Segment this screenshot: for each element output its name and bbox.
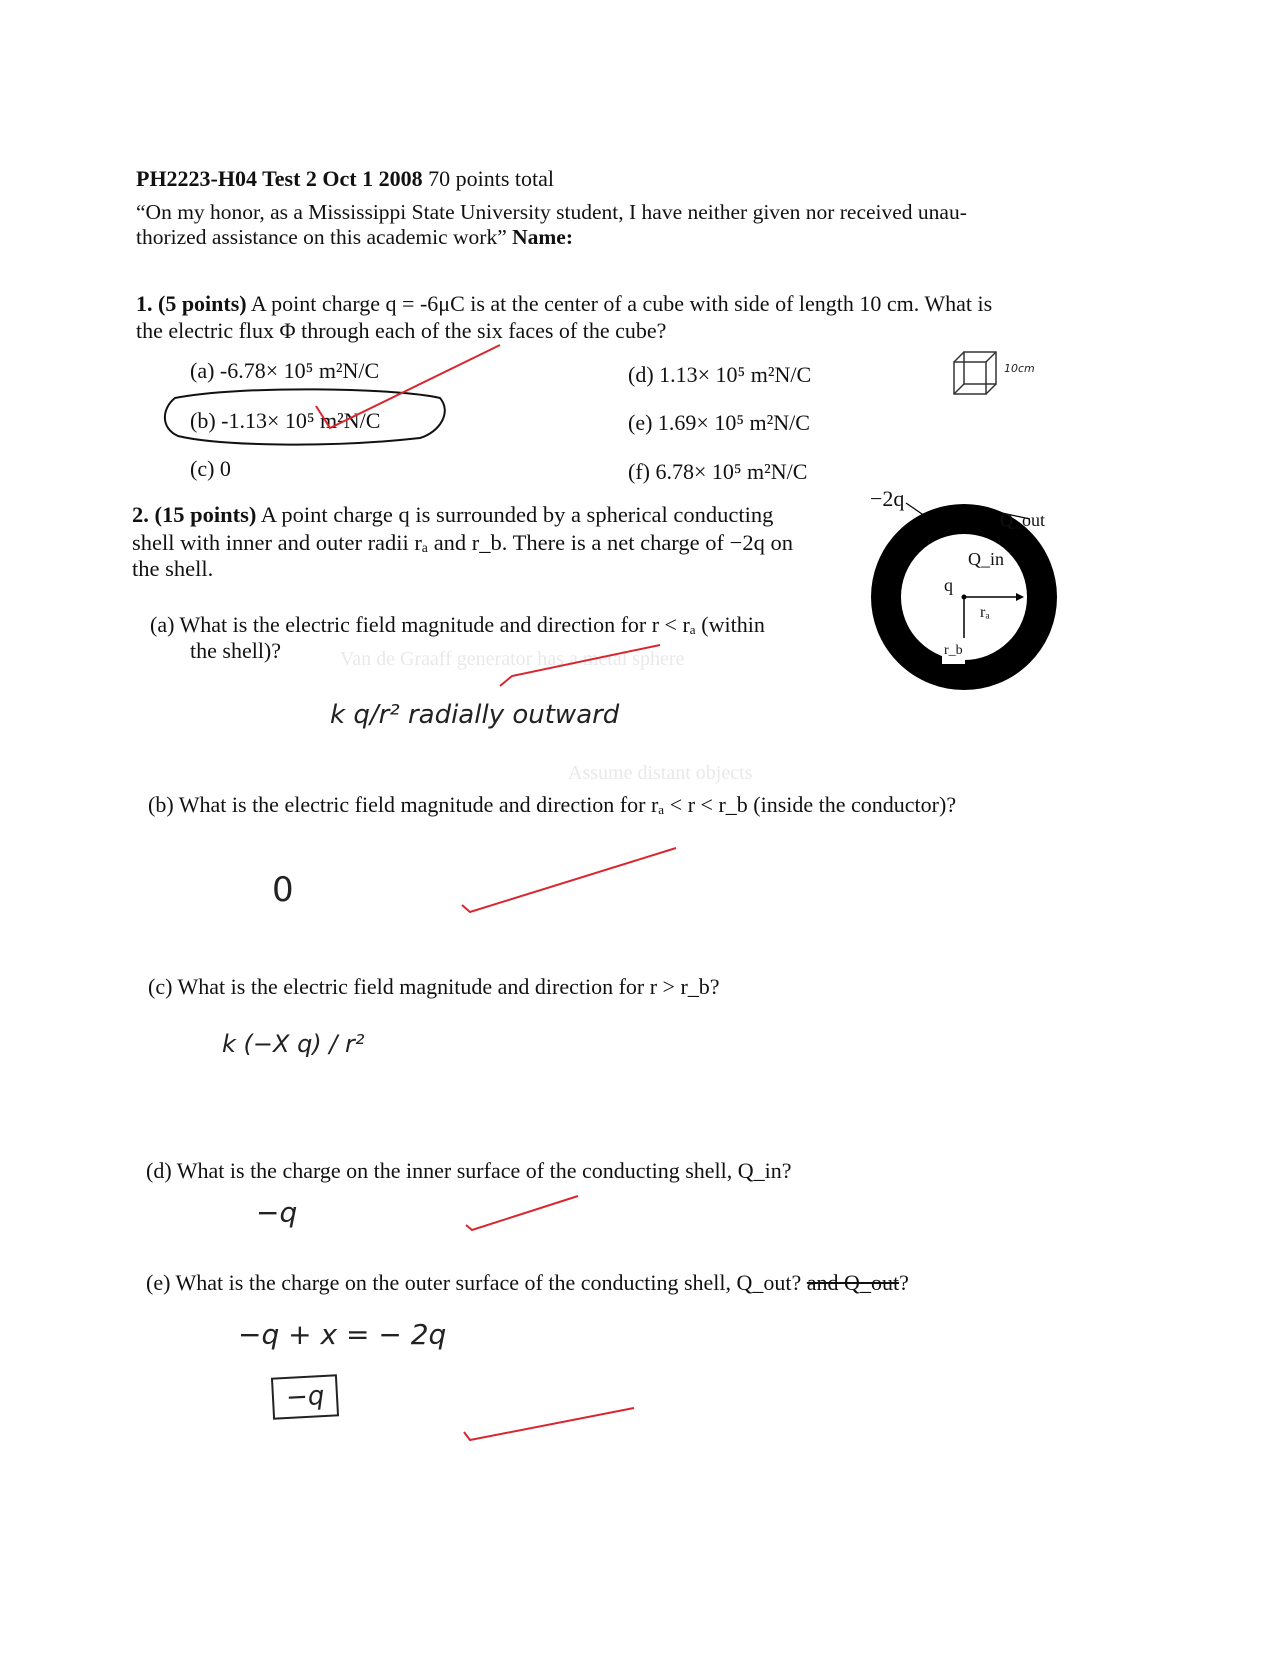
q2d-question: (d) What is the charge on the inner surface of the conducting shell, Q_in? (146, 1158, 792, 1183)
q1-points: (5 points) (158, 291, 247, 316)
q2e-question-end: ? (899, 1270, 909, 1295)
q1-prompt: A point charge q = -6μC is at the center of a cube with side of length 10 cm. What is (250, 291, 993, 316)
q-out-label: Q_out (1000, 510, 1045, 530)
q1-choice-b: (b) -1.13× 10⁵ m²N/C (190, 408, 381, 433)
q1-number: 1. (136, 291, 153, 316)
q2e-work: −q + x = − 2q (238, 1318, 447, 1351)
q1-choice-d: (d) 1.13× 10⁵ m²N/C (628, 362, 812, 387)
q2c-question: (c) What is the electric field magnitude and direction for r > r_b? (148, 974, 720, 999)
q2-points: (15 points) (154, 502, 257, 527)
q1-choice-f: (f) 6.78× 10⁵ m²N/C (628, 459, 808, 484)
q2-text-line2: shell with inner and outer radii rₐ and r_b. There is a net charge of −2q on (132, 530, 793, 555)
q2b-question: (b) What is the electric field magnitude and direction for rₐ < r < r_b (inside the conductor)? (148, 792, 957, 817)
q2-prompt: A point charge q is surrounded by a spherical conducting (260, 502, 774, 527)
q2e-question-text: (e) What is the charge on the outer surface of the conducting shell, Q_out? (146, 1270, 802, 1295)
q2e-struck-text: and Q_out (806, 1270, 900, 1295)
points-total: 70 points total (428, 166, 554, 191)
q2b-answer: 0 (272, 870, 294, 910)
honor-line-1: “On my honor, as a Mississippi State University student, I have neither given nor received unau- (136, 200, 967, 224)
q1-text-line2: the electric flux Φ through each of the six faces of the cube? (136, 318, 667, 343)
q2-number: 2. (132, 502, 149, 527)
q2e-grade-check (464, 1408, 634, 1440)
q2c-answer: k (−X q) / r² (222, 1030, 365, 1058)
q2e-answer-box: −q (271, 1374, 339, 1419)
course-title: PH2223-H04 Test 2 Oct 1 2008 (136, 166, 423, 191)
shell-charge-label: −2q (870, 486, 905, 511)
cube-note: 10cm (1004, 362, 1035, 375)
q-in-label: Q_in (968, 549, 1004, 569)
name-label: Name: (512, 225, 574, 249)
q2a-question-line1: (a) What is the electric field magnitude and direction for r < rₐ (within (150, 612, 765, 637)
honor-text: thorized assistance on this academic work” (136, 225, 507, 249)
q1-choice-a: (a) -6.78× 10⁵ m²N/C (190, 358, 380, 383)
q2-text-line3: the shell. (132, 556, 214, 581)
q2d-answer: −q (256, 1196, 298, 1229)
bleed-through-text: Van de Graaff generator has a metal sphere (340, 648, 685, 670)
q2a-question-line2: the shell)? (190, 638, 282, 663)
center-charge-label: q (944, 575, 953, 595)
rb-label: r_b (942, 638, 965, 664)
ra-label: rₐ (980, 604, 990, 621)
q1-choice-c: (c) 0 (190, 456, 231, 481)
bleed-through-text: Assume distant objects (568, 762, 753, 784)
q2a-answer: k q/r² radially outward (330, 700, 620, 730)
q1-choice-e: (e) 1.69× 10⁵ m²N/C (628, 410, 810, 435)
